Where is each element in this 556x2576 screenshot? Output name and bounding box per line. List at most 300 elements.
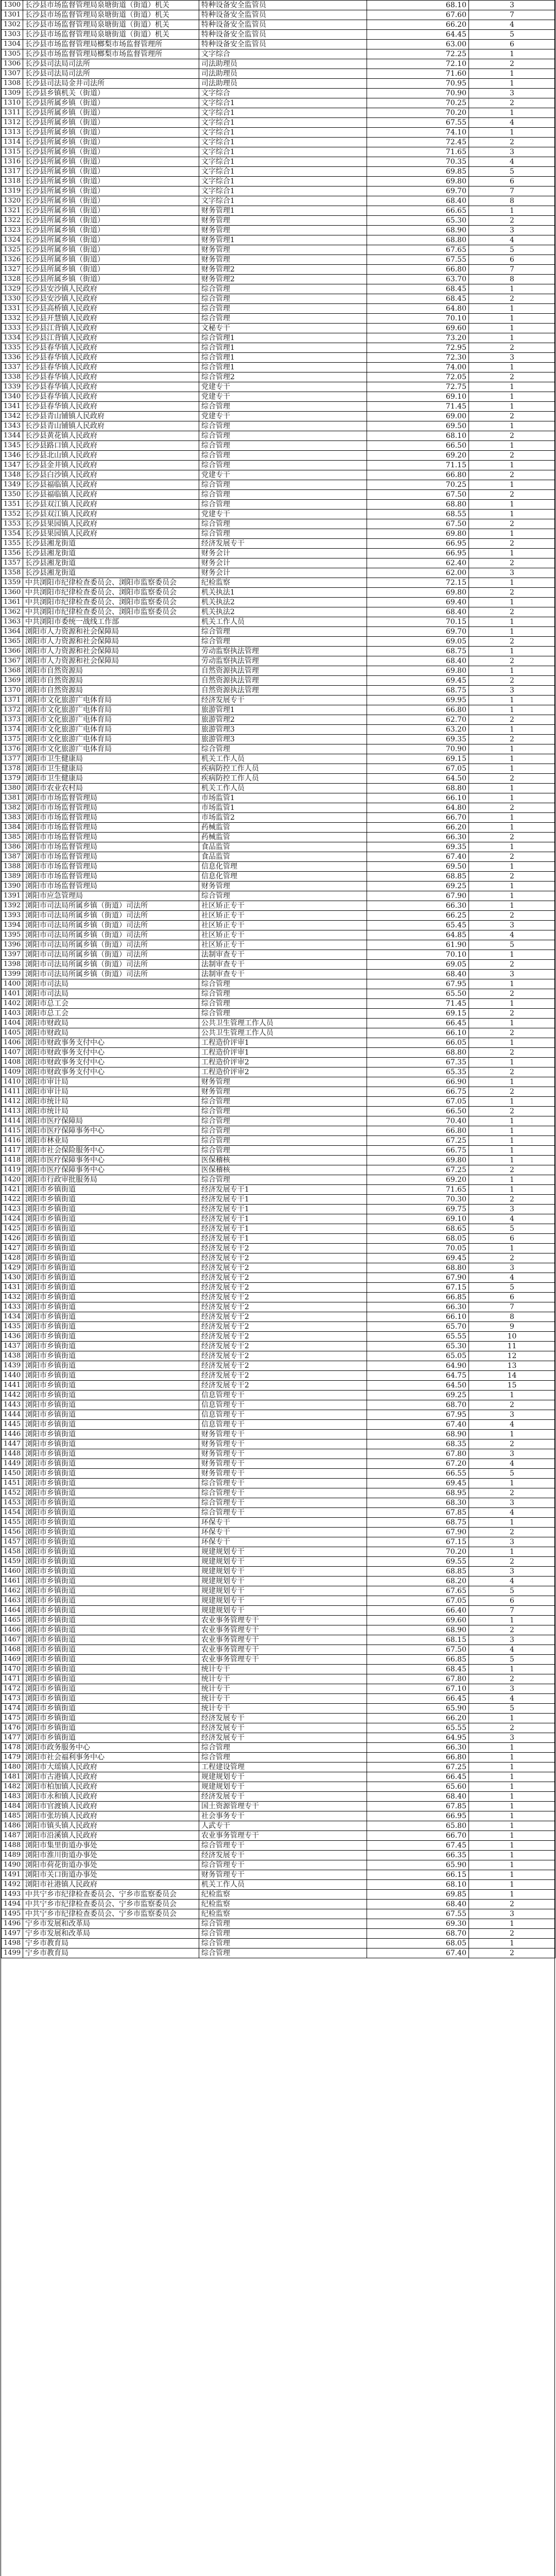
rank-value: 1 xyxy=(469,1939,555,1948)
employer-unit: 浏阳市社港镇人民政府 xyxy=(23,1880,199,1890)
score-value: 74.00 xyxy=(367,363,469,372)
score-value: 70.20 xyxy=(367,1547,469,1557)
row-number: 1405 xyxy=(2,1028,23,1038)
position-name: 机关工作人员 xyxy=(199,784,367,793)
rank-value: 2 xyxy=(469,1067,555,1077)
row-number: 1320 xyxy=(2,196,23,206)
table-row xyxy=(2,1195,555,1205)
row-number: 1399 xyxy=(2,970,23,979)
rank-value: 2 xyxy=(469,833,555,842)
table-row xyxy=(2,255,555,265)
table-row xyxy=(2,1518,555,1528)
employer-unit: 浏阳市乡镇街道 xyxy=(23,1361,199,1371)
employer-unit: 浏阳市人力资源和社会保障局 xyxy=(23,656,199,666)
position-name: 综合管理 xyxy=(199,500,367,510)
row-number: 1404 xyxy=(2,1019,23,1028)
rank-value: 1 xyxy=(469,764,555,774)
score-value: 67.10 xyxy=(367,1684,469,1694)
row-number: 1460 xyxy=(2,1567,23,1577)
score-value: 67.40 xyxy=(367,852,469,862)
table-row xyxy=(2,519,555,529)
rank-value: 2 xyxy=(469,1488,555,1498)
row-number: 1478 xyxy=(2,1743,23,1753)
table-row xyxy=(2,1498,555,1508)
employer-unit: 浏阳市医疗保障局 xyxy=(23,1116,199,1126)
employer-unit: 浏阳市乡镇街道 xyxy=(23,1400,199,1410)
table-row xyxy=(2,412,555,421)
row-number: 1415 xyxy=(2,1126,23,1136)
rank-value: 1 xyxy=(469,1753,555,1762)
row-number: 1396 xyxy=(2,940,23,950)
score-value: 70.40 xyxy=(367,1116,469,1126)
table-row xyxy=(2,1322,555,1332)
row-number: 1446 xyxy=(2,1430,23,1439)
position-name: 纪检监察 xyxy=(199,1909,367,1919)
table-row xyxy=(2,1077,555,1087)
rank-value: 2 xyxy=(469,1009,555,1019)
rank-value: 14 xyxy=(469,1371,555,1381)
row-number: 1362 xyxy=(2,607,23,617)
table-row xyxy=(2,598,555,607)
rank-value: 5 xyxy=(469,167,555,177)
rank-value: 5 xyxy=(469,245,555,255)
table-row xyxy=(2,1616,555,1625)
row-number: 1472 xyxy=(2,1684,23,1694)
employer-unit: 长沙县所属乡镇（街道） xyxy=(23,245,199,255)
score-value: 65.90 xyxy=(367,1860,469,1870)
row-number: 1449 xyxy=(2,1459,23,1469)
position-name: 综合管理2 xyxy=(199,372,367,382)
employer-unit: 浏阳市乡镇街道 xyxy=(23,1508,199,1518)
table-row xyxy=(2,1449,555,1459)
position-name: 综合管理专干 xyxy=(199,1508,367,1518)
position-name: 综合管理 xyxy=(199,402,367,412)
row-number: 1328 xyxy=(2,275,23,284)
employer-unit: 浏阳市永和镇人民政府 xyxy=(23,1792,199,1802)
row-number: 1398 xyxy=(2,960,23,970)
score-value: 65.60 xyxy=(367,1782,469,1792)
row-number: 1430 xyxy=(2,1273,23,1283)
row-number: 1451 xyxy=(2,1479,23,1488)
score-value: 70.30 xyxy=(367,1195,469,1205)
table-row xyxy=(2,940,555,950)
table-row xyxy=(2,793,555,803)
table-row xyxy=(2,1919,555,1929)
position-name: 规建规划专干 xyxy=(199,1577,367,1586)
table-row xyxy=(2,1156,555,1165)
score-value: 68.45 xyxy=(367,284,469,294)
table-row xyxy=(2,1253,555,1263)
rank-value: 1 xyxy=(469,1802,555,1811)
score-value: 71.45 xyxy=(367,999,469,1009)
table-row xyxy=(2,1058,555,1067)
row-number: 1434 xyxy=(2,1312,23,1322)
employer-unit: 长沙县司法局司法所 xyxy=(23,59,199,69)
row-number: 1441 xyxy=(2,1381,23,1391)
row-number: 1353 xyxy=(2,519,23,529)
position-name: 司法助理员 xyxy=(199,69,367,79)
row-number: 1476 xyxy=(2,1723,23,1733)
employer-unit: 长沙县安沙镇人民政府 xyxy=(23,284,199,294)
score-value: 69.55 xyxy=(367,1557,469,1567)
row-number: 1474 xyxy=(2,1704,23,1714)
rank-value: 3 xyxy=(469,1909,555,1919)
score-value: 66.50 xyxy=(367,441,469,451)
row-number: 1354 xyxy=(2,529,23,539)
position-name: 经济发展专干1 xyxy=(199,1185,367,1195)
row-number: 1392 xyxy=(2,901,23,911)
position-name: 农业事务管理专干 xyxy=(199,1831,367,1841)
table-row xyxy=(2,1674,555,1684)
employer-unit: 浏阳市柏加镇人民政府 xyxy=(23,1782,199,1792)
position-name: 规建规划专干 xyxy=(199,1782,367,1792)
employer-unit: 长沙县福临镇人民政府 xyxy=(23,480,199,490)
table-row xyxy=(2,1714,555,1723)
employer-unit: 长沙县所属乡镇（街道） xyxy=(23,147,199,157)
table-row xyxy=(2,1870,555,1880)
score-value: 68.80 xyxy=(367,784,469,793)
row-number: 1356 xyxy=(2,549,23,558)
score-value: 72.25 xyxy=(367,49,469,59)
row-number: 1330 xyxy=(2,294,23,304)
score-value: 66.30 xyxy=(367,1743,469,1753)
rank-value: 3 xyxy=(469,568,555,578)
table-row xyxy=(2,568,555,578)
employer-unit: 浏阳市乡镇街道 xyxy=(23,1430,199,1439)
table-row xyxy=(2,833,555,842)
score-value: 66.10 xyxy=(367,1028,469,1038)
rank-value: 1 xyxy=(469,392,555,402)
score-value: 67.90 xyxy=(367,891,469,901)
rank-value: 1 xyxy=(469,617,555,627)
rank-value: 1 xyxy=(469,1665,555,1674)
position-name: 环保专干 xyxy=(199,1518,367,1528)
position-name: 经济发展专干2 xyxy=(199,1381,367,1391)
score-value: 67.40 xyxy=(367,1948,469,1958)
table-row xyxy=(2,1831,555,1841)
position-name: 经济发展专干2 xyxy=(199,1361,367,1371)
position-name: 纪检监察 xyxy=(199,1900,367,1909)
rank-value: 1 xyxy=(469,1821,555,1831)
table-row xyxy=(2,1537,555,1547)
score-value: 70.35 xyxy=(367,157,469,167)
table-row xyxy=(2,1528,555,1537)
rank-value: 7 xyxy=(469,265,555,275)
employer-unit: 浏阳市乡镇街道 xyxy=(23,1469,199,1479)
score-value: 69.45 xyxy=(367,1253,469,1263)
score-value: 62.00 xyxy=(367,568,469,578)
employer-unit: 浏阳市市场监督管理局 xyxy=(23,793,199,803)
score-value: 67.90 xyxy=(367,1273,469,1283)
position-name: 特种设备安全监管员 xyxy=(199,1,367,10)
score-value: 69.70 xyxy=(367,187,469,196)
table-row xyxy=(2,1508,555,1518)
rank-value: 1 xyxy=(469,598,555,607)
row-number: 1495 xyxy=(2,1909,23,1919)
score-value: 70.90 xyxy=(367,744,469,754)
position-name: 特种设备安全监管员 xyxy=(199,10,367,20)
score-value: 69.05 xyxy=(367,637,469,647)
position-name: 特种设备安全监管员 xyxy=(199,20,367,30)
rank-value: 1 xyxy=(469,1126,555,1136)
row-number: 1422 xyxy=(2,1195,23,1205)
rank-value: 2 xyxy=(469,431,555,441)
position-name: 旅游管理2 xyxy=(199,715,367,725)
table-row xyxy=(2,1067,555,1077)
score-value: 64.80 xyxy=(367,803,469,813)
employer-unit: 中共宁乡市纪律检查委员会、宁乡市监察委员会 xyxy=(23,1900,199,1909)
rank-value: 3 xyxy=(469,1567,555,1577)
rank-value: 3 xyxy=(469,1635,555,1645)
table-row xyxy=(2,911,555,921)
rank-value: 4 xyxy=(469,1214,555,1224)
position-name: 综合管理专干 xyxy=(199,1841,367,1851)
rank-value: 7 xyxy=(469,1302,555,1312)
position-name: 国土资源管理专干 xyxy=(199,1802,367,1811)
rank-value: 6 xyxy=(469,177,555,187)
row-number: 1390 xyxy=(2,882,23,891)
position-name: 经济发展专干2 xyxy=(199,1322,367,1332)
table-row xyxy=(2,784,555,793)
position-name: 综合管理 xyxy=(199,1743,367,1753)
rank-value: 1 xyxy=(469,1616,555,1625)
rank-value: 1 xyxy=(469,314,555,324)
table-row xyxy=(2,157,555,167)
table-row xyxy=(2,1342,555,1351)
score-value: 69.25 xyxy=(367,1391,469,1400)
employer-unit: 浏阳市乡镇街道 xyxy=(23,1528,199,1537)
position-name: 综合管理 xyxy=(199,1097,367,1107)
table-row xyxy=(2,1332,555,1342)
rank-value: 2 xyxy=(469,451,555,461)
employer-unit: 浏阳市乡镇街道 xyxy=(23,1557,199,1567)
table-row xyxy=(2,1665,555,1674)
score-value: 71.60 xyxy=(367,69,469,79)
table-row xyxy=(2,1214,555,1224)
row-number: 1480 xyxy=(2,1762,23,1772)
rank-value: 4 xyxy=(469,1273,555,1283)
score-value: 68.10 xyxy=(367,431,469,441)
employer-unit: 浏阳市医疗保障事务中心 xyxy=(23,1156,199,1165)
row-number: 1370 xyxy=(2,686,23,696)
table-row xyxy=(2,167,555,177)
employer-unit: 长沙县福临镇人民政府 xyxy=(23,490,199,500)
row-number: 1357 xyxy=(2,558,23,568)
employer-unit: 浏阳市乡镇街道 xyxy=(23,1195,199,1205)
rank-value: 4 xyxy=(469,157,555,167)
score-value: 72.95 xyxy=(367,343,469,353)
employer-unit: 长沙县所属乡镇（街道） xyxy=(23,108,199,118)
row-number: 1369 xyxy=(2,676,23,686)
rank-value: 1 xyxy=(469,549,555,558)
score-value: 67.05 xyxy=(367,1596,469,1606)
rank-value: 1 xyxy=(469,1919,555,1929)
rank-value: 2 xyxy=(469,216,555,226)
position-name: 财务管理 xyxy=(199,216,367,226)
row-number: 1394 xyxy=(2,921,23,930)
position-name: 经济发展专干 xyxy=(199,1723,367,1733)
table-row xyxy=(2,1038,555,1048)
rank-value: 1 xyxy=(469,1038,555,1048)
employer-unit: 浏阳市乡镇街道 xyxy=(23,1312,199,1322)
table-row xyxy=(2,1596,555,1606)
position-name: 纪检监察 xyxy=(199,578,367,588)
rank-value: 1 xyxy=(469,382,555,392)
rank-value: 4 xyxy=(469,118,555,128)
table-row xyxy=(2,529,555,539)
table-row xyxy=(2,842,555,852)
row-number: 1437 xyxy=(2,1342,23,1351)
position-name: 农业事务管理专干 xyxy=(199,1625,367,1635)
position-name: 司法助理员 xyxy=(199,79,367,89)
employer-unit: 浏阳市荷花街道办事处 xyxy=(23,1860,199,1870)
table-row xyxy=(2,1028,555,1038)
score-value: 69.20 xyxy=(367,451,469,461)
employer-unit: 浏阳市乡镇街道 xyxy=(23,1498,199,1508)
position-name: 综合管理 xyxy=(199,529,367,539)
employer-unit: 长沙县所属乡镇（街道） xyxy=(23,196,199,206)
score-value: 62.40 xyxy=(367,558,469,568)
score-value: 65.30 xyxy=(367,216,469,226)
table-row xyxy=(2,1459,555,1469)
employer-unit: 浏阳市集里街道办事处 xyxy=(23,1841,199,1851)
position-name: 农业事务管理专干 xyxy=(199,1655,367,1665)
rank-value: 2 xyxy=(469,558,555,568)
row-number: 1496 xyxy=(2,1919,23,1929)
rank-value: 1 xyxy=(469,304,555,314)
table-row xyxy=(2,1753,555,1762)
score-value: 66.30 xyxy=(367,901,469,911)
table-row xyxy=(2,1851,555,1860)
rank-value: 5 xyxy=(469,1655,555,1665)
employer-unit: 浏阳市乡镇街道 xyxy=(23,1733,199,1743)
table-row xyxy=(2,1234,555,1244)
score-value: 66.10 xyxy=(367,1312,469,1322)
table-row xyxy=(2,1410,555,1420)
table-row xyxy=(2,862,555,872)
employer-unit: 长沙县市场监督管理局泉塘街道（街道）机关 xyxy=(23,20,199,30)
rank-value: 2 xyxy=(469,1087,555,1097)
row-number: 1452 xyxy=(2,1488,23,1498)
employer-unit: 浏阳市乡镇街道 xyxy=(23,1596,199,1606)
score-value: 66.40 xyxy=(367,1606,469,1616)
position-name: 党建专干 xyxy=(199,470,367,480)
score-value: 64.50 xyxy=(367,774,469,784)
rank-value: 2 xyxy=(469,1165,555,1175)
table-row xyxy=(2,98,555,108)
position-name: 社区矫正专干 xyxy=(199,901,367,911)
position-name: 文字综合1 xyxy=(199,167,367,177)
table-row xyxy=(2,1400,555,1410)
table-row xyxy=(2,1263,555,1273)
table-row xyxy=(2,696,555,705)
position-name: 机关执法2 xyxy=(199,598,367,607)
position-name: 经济发展专干2 xyxy=(199,1342,367,1351)
score-value: 64.85 xyxy=(367,930,469,940)
position-name: 文字综合1 xyxy=(199,138,367,147)
employer-unit: 浏阳市司法局所属乡镇（街道）司法所 xyxy=(23,940,199,950)
employer-unit: 浏阳市淮川街道办事处 xyxy=(23,1851,199,1860)
table-row xyxy=(2,108,555,118)
table-row xyxy=(2,1469,555,1479)
score-value: 71.45 xyxy=(367,402,469,412)
employer-unit: 长沙县果园镇人民政府 xyxy=(23,519,199,529)
employer-unit: 长沙县所属乡镇（街道） xyxy=(23,265,199,275)
table-row xyxy=(2,1420,555,1430)
position-name: 规建规划专干 xyxy=(199,1606,367,1616)
table-row xyxy=(2,265,555,275)
score-value: 68.35 xyxy=(367,1439,469,1449)
row-number: 1483 xyxy=(2,1792,23,1802)
rank-value: 3 xyxy=(469,921,555,930)
table-row xyxy=(2,872,555,882)
table-row xyxy=(2,1488,555,1498)
employer-unit: 浏阳市社会保险服务中心 xyxy=(23,1146,199,1156)
position-name: 财务管理 xyxy=(199,1087,367,1097)
table-row xyxy=(2,637,555,647)
position-name: 食品监管 xyxy=(199,852,367,862)
rank-value: 2 xyxy=(469,1195,555,1205)
position-name: 规建规划专干 xyxy=(199,1772,367,1782)
position-name: 公共卫生管理工作人员 xyxy=(199,1019,367,1028)
row-number: 1463 xyxy=(2,1596,23,1606)
score-value: 69.85 xyxy=(367,1890,469,1900)
row-number: 1420 xyxy=(2,1175,23,1185)
employer-unit: 浏阳市乡镇街道 xyxy=(23,1342,199,1351)
employer-unit: 长沙县安沙镇人民政府 xyxy=(23,294,199,304)
employer-unit: 浏阳市乡镇街道 xyxy=(23,1410,199,1420)
rank-value: 2 xyxy=(469,1528,555,1537)
rank-value: 1 xyxy=(469,1762,555,1772)
score-value: 71.65 xyxy=(367,1185,469,1195)
row-number: 1498 xyxy=(2,1939,23,1948)
rank-value: 1 xyxy=(469,1156,555,1165)
score-value: 67.95 xyxy=(367,1410,469,1420)
position-name: 经济发展专干2 xyxy=(199,1371,367,1381)
position-name: 劳动监察执法管理 xyxy=(199,656,367,666)
score-value: 69.35 xyxy=(367,842,469,852)
employer-unit: 长沙县春华镇人民政府 xyxy=(23,363,199,372)
employer-unit: 浏阳市乡镇街道 xyxy=(23,1665,199,1674)
position-name: 综合管理 xyxy=(199,1939,367,1948)
score-value: 65.90 xyxy=(367,1704,469,1714)
rank-value: 1 xyxy=(469,1136,555,1146)
row-number: 1318 xyxy=(2,177,23,187)
rank-value: 3 xyxy=(469,1449,555,1459)
rank-value: 4 xyxy=(469,1459,555,1469)
table-row xyxy=(2,284,555,294)
employer-unit: 浏阳市乡镇街道 xyxy=(23,1224,199,1234)
row-number: 1455 xyxy=(2,1518,23,1528)
position-name: 规建规划专干 xyxy=(199,1557,367,1567)
rank-value: 1 xyxy=(469,882,555,891)
position-name: 统计专干 xyxy=(199,1684,367,1694)
table-row xyxy=(2,1841,555,1851)
position-name: 农业事务管理专干 xyxy=(199,1616,367,1625)
score-value: 66.75 xyxy=(367,1146,469,1156)
table-row xyxy=(2,1890,555,1900)
employer-unit: 浏阳市卫生健康局 xyxy=(23,764,199,774)
row-number: 1305 xyxy=(2,49,23,59)
score-value: 72.05 xyxy=(367,372,469,382)
employer-unit: 浏阳市司法局所属乡镇（街道）司法所 xyxy=(23,911,199,921)
score-value: 68.40 xyxy=(367,656,469,666)
row-number: 1454 xyxy=(2,1508,23,1518)
rank-value: 2 xyxy=(469,490,555,500)
employer-unit: 浏阳市文化旅游广电体育局 xyxy=(23,744,199,754)
position-name: 财务会计 xyxy=(199,549,367,558)
employer-unit: 浏阳市司法局所属乡镇（街道）司法所 xyxy=(23,921,199,930)
